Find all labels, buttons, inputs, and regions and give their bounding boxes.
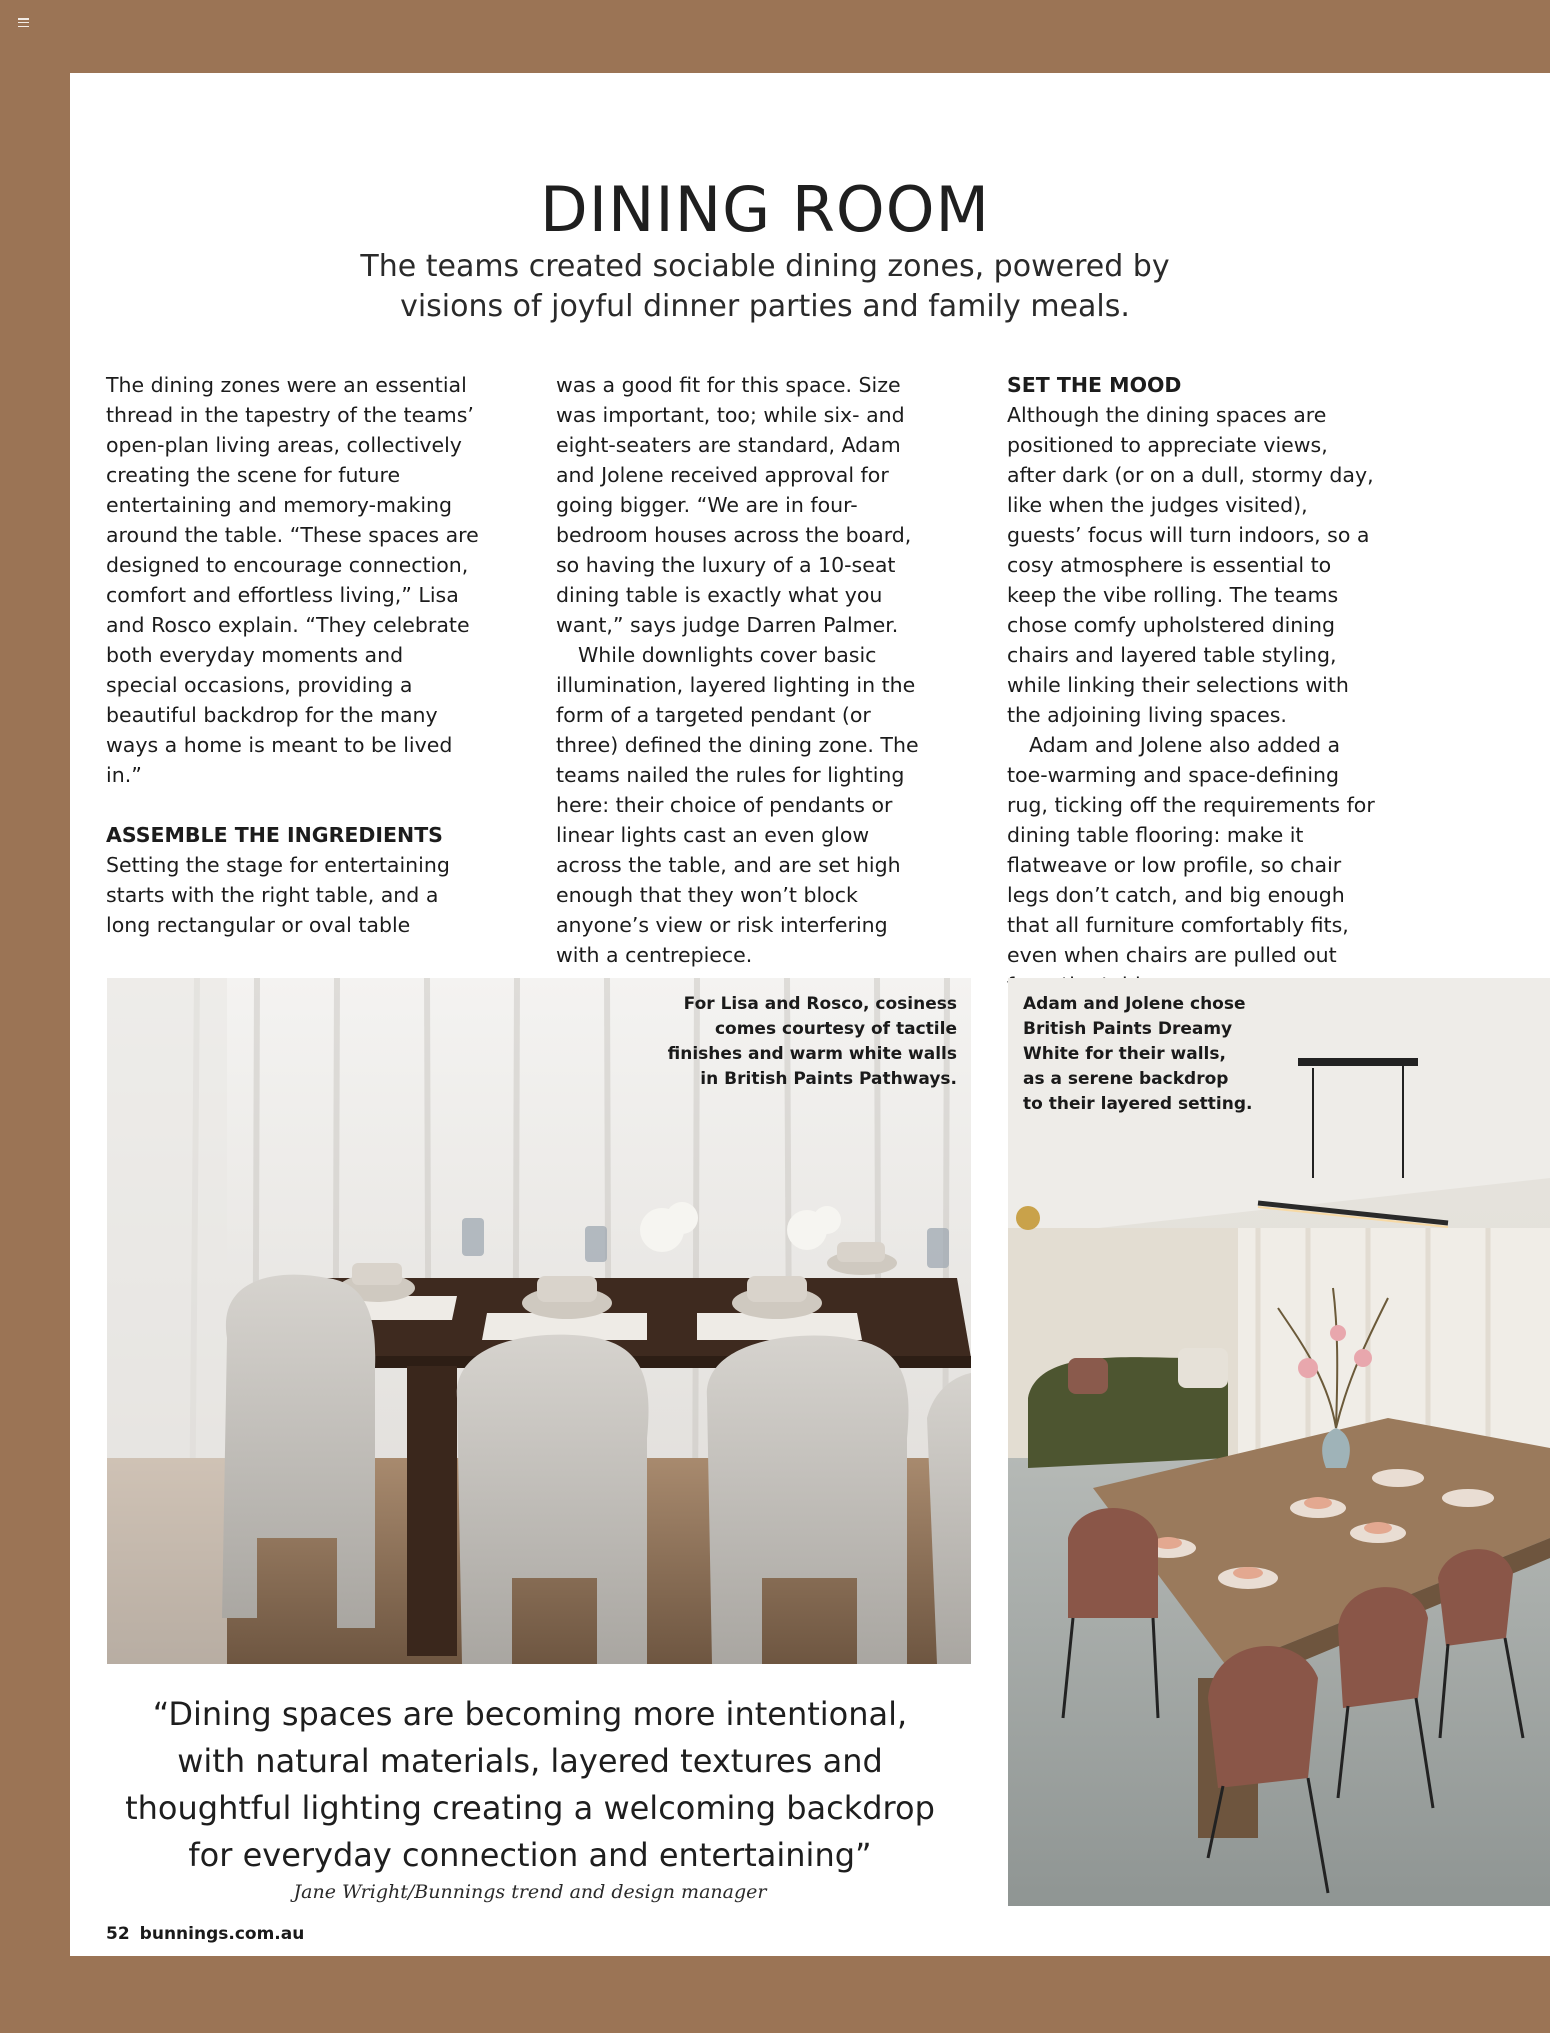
paragraph-text: Adam and Jolene also added a toe-warming and space-defining rug, ticking off the requirements for dining table flooring: make it flatweave or low profile, so chair legs don’t catch, and big enough that all furniture comfortably fits, even when chairs are pulled out [1007,733,1375,967]
caption-line: British Paints Dreamy [1023,1019,1233,1039]
quote-line: thoughtful lighting creating a welcoming backdrop [125,1789,935,1827]
paragraph: Although the dining spaces are positioned to appreciate views, after dark (or on a dull, stormy day, like when the judges visited), guests’ focus will turn indoors, so a cosy atmosphere is essential to keep the vibe rolling. The teams chose comfy upholstered dining chairs and layered table styling, while linking their selections with the adjoining living spaces. [1007,403,1374,727]
caption-line: Adam and Jolene chose [1023,994,1246,1014]
caption-line: finishes and warm white walls [667,1044,957,1064]
quote-line: for everyday connection and entertaining” [188,1836,872,1874]
dining-photo-illustration [1008,978,1550,1906]
caption-line: White for their walls, [1023,1044,1226,1064]
page-title: DINING ROOM [540,173,990,246]
menu-icon[interactable] [18,18,29,27]
page-footer [106,1924,304,1944]
quote-attribution: Jane Wright/Bunnings trend and design manager [293,1881,767,1903]
section-heading: SET THE MOOD [1007,373,1182,397]
paragraph: While downlights cover basic illumination, layered lighting in the form of a targeted pendant (or three) defined the dining zone. The teams nailed the rules for lighting here: their choice of pendants or linear lights cast an even glow across the table, and are set high enough that they won’t block anyone’s view or risk interfering with a centrepiece. [556,643,919,967]
photo-caption [1023,992,1252,1117]
dining-photo-lisa-rosco [107,978,971,1664]
subtitle-line: visions of joyful dinner parties and family meals. [400,289,1130,324]
caption-line: in British Paints Pathways. [700,1069,957,1089]
text-column-3 [1007,370,1382,1000]
quote-line: with natural materials, layered textures and [177,1742,883,1780]
paragraph: The dining zones were an essential thread in the tapestry of the teams’ open-plan living areas, collectively creating the scene for future entertaining and memory-making around the table. “These spaces are designed to encourage connection, comfort and effortless living,” Lisa and Rosco explain. “They celebrate both everyday moments and special occasions, providing a beautiful backdrop for the many ways a home is meant to be lived in.” [106,373,479,787]
paragraph: was a good fit for this space. Size was important, too; while six- and eight-seaters are standard, Adam and Jolene received approval for going bigger. “We are in four-bedroom houses across the board, so having the luxury of a 10-seat dining table is exactly what you want,” says judge Darren Palmer. [556,373,912,637]
website-link[interactable]: bunnings.com.au [139,1924,305,1944]
page-subtitle [70,247,1460,327]
caption-line: For Lisa and Rosco, cosiness [683,994,957,1014]
text-column-2 [556,370,931,970]
section-heading: ASSEMBLE THE INGREDIENTS [106,823,443,847]
magazine-page [70,73,1550,1956]
dining-photo-adam-jolene [1008,978,1550,1906]
photo-caption [668,992,957,1092]
quote-line: “Dining spaces are becoming more intentional, [152,1695,908,1733]
caption-line: to their layered setting. [1023,1094,1253,1114]
subtitle-line: The teams created sociable dining zones, powered by [360,249,1170,284]
text-column-1 [106,370,481,940]
page-number: 52 [106,1924,130,1944]
paragraph [1007,730,1382,1000]
caption-line: comes courtesy of tactile [714,1019,957,1039]
caption-line: as a serene backdrop [1023,1069,1229,1089]
pull-quote [95,1691,965,1879]
paragraph: Setting the stage for entertaining starts with the right table, and a long rectangular or oval table [106,853,450,937]
